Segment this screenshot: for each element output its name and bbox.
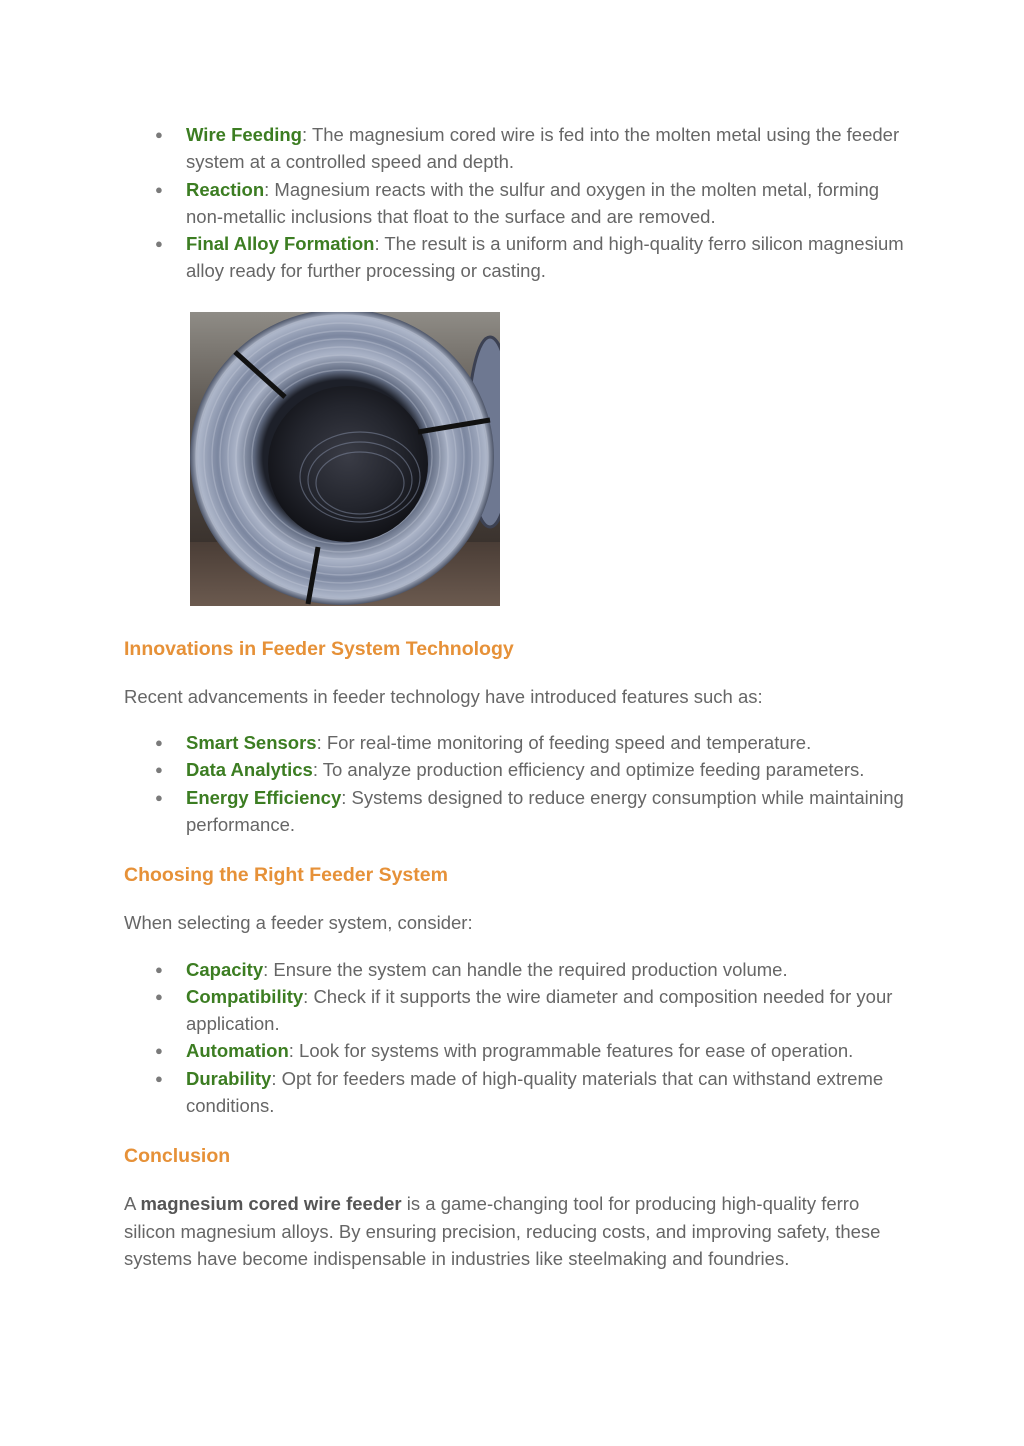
section-heading-conclusion: Conclusion (124, 1145, 231, 1168)
list-item-term: Capacity (186, 958, 264, 980)
conclusion-post: is a game-changing tool for producing high-quality ferro silicon magnesium alloys. By ensuring precision, reducing costs, and improving safety, these systems have become indispensable in industries like steelmaking and foundries. (124, 1193, 881, 1269)
choosing-intro: When selecting a feeder system, consider: (124, 912, 473, 934)
conclusion-pre: A (124, 1193, 141, 1215)
list-item-text: : Systems designed to reduce energy consumption while maintaining performance. (186, 786, 904, 835)
innovations-list (124, 729, 904, 838)
list-item (124, 956, 904, 983)
list-item-text: : Check if it supports the wire diameter and composition needed for your application. (186, 985, 893, 1035)
list-item (124, 756, 904, 783)
list-item-term: Automation (186, 1040, 289, 1062)
list-item-term: Energy Efficiency (186, 786, 342, 808)
list-item-term: Data Analytics (186, 759, 313, 781)
conclusion-bold-term: magnesium cored wire feeder (140, 1193, 402, 1215)
list-item (124, 983, 904, 1038)
list-item (124, 1065, 904, 1120)
section-heading-choosing: Choosing the Right Feeder System (124, 864, 448, 887)
list-item-text: : The magnesium cored wire is fed into the molten metal using the feeder system at a controlled speed and depth. (186, 124, 900, 173)
list-item-term: Durability (186, 1067, 272, 1089)
list-item (124, 121, 904, 176)
choosing-list (124, 956, 904, 1120)
list-item (124, 1037, 904, 1064)
list-item (124, 784, 904, 839)
list-item (124, 230, 904, 285)
list-item-text: : The result is a uniform and high-quality ferro silicon magnesium alloy ready for further processing or casting. (186, 233, 904, 282)
list-item-term: Compatibility (186, 985, 304, 1007)
list-item-text: : Opt for feeders made of high-quality materials that can withstand extreme conditions. (186, 1067, 884, 1117)
list-item-text: : Ensure the system can handle the required production volume. (263, 958, 788, 980)
list-item-term: Wire Feeding (186, 124, 302, 145)
list-item (124, 176, 904, 231)
list-item (124, 729, 904, 756)
list-item-text: : To analyze production efficiency and optimize feeding parameters. (312, 759, 865, 781)
page-content (124, 121, 904, 1272)
list-item-text: : For real-time monitoring of feeding speed and temperature. (316, 732, 812, 754)
wire-coil-photo-icon (190, 312, 500, 606)
wire-coil-image (190, 312, 500, 606)
list-item-text: : Look for systems with programmable features for ease of operation. (288, 1040, 854, 1062)
conclusion-paragraph (124, 1190, 904, 1272)
list-item-text: : Magnesium reacts with the sulfur and oxygen in the molten metal, forming non-metallic inclusions that float to the surface and are removed. (186, 178, 880, 227)
process-steps-list (124, 121, 904, 285)
list-item-term: Reaction (186, 178, 265, 200)
section-heading-innovations: Innovations in Feeder System Technology (124, 637, 514, 660)
list-item-term: Final Alloy Formation (186, 233, 375, 255)
list-item-term: Smart Sensors (186, 732, 317, 754)
innovations-intro: Recent advancements in feeder technology have introduced features such as: (124, 685, 763, 707)
